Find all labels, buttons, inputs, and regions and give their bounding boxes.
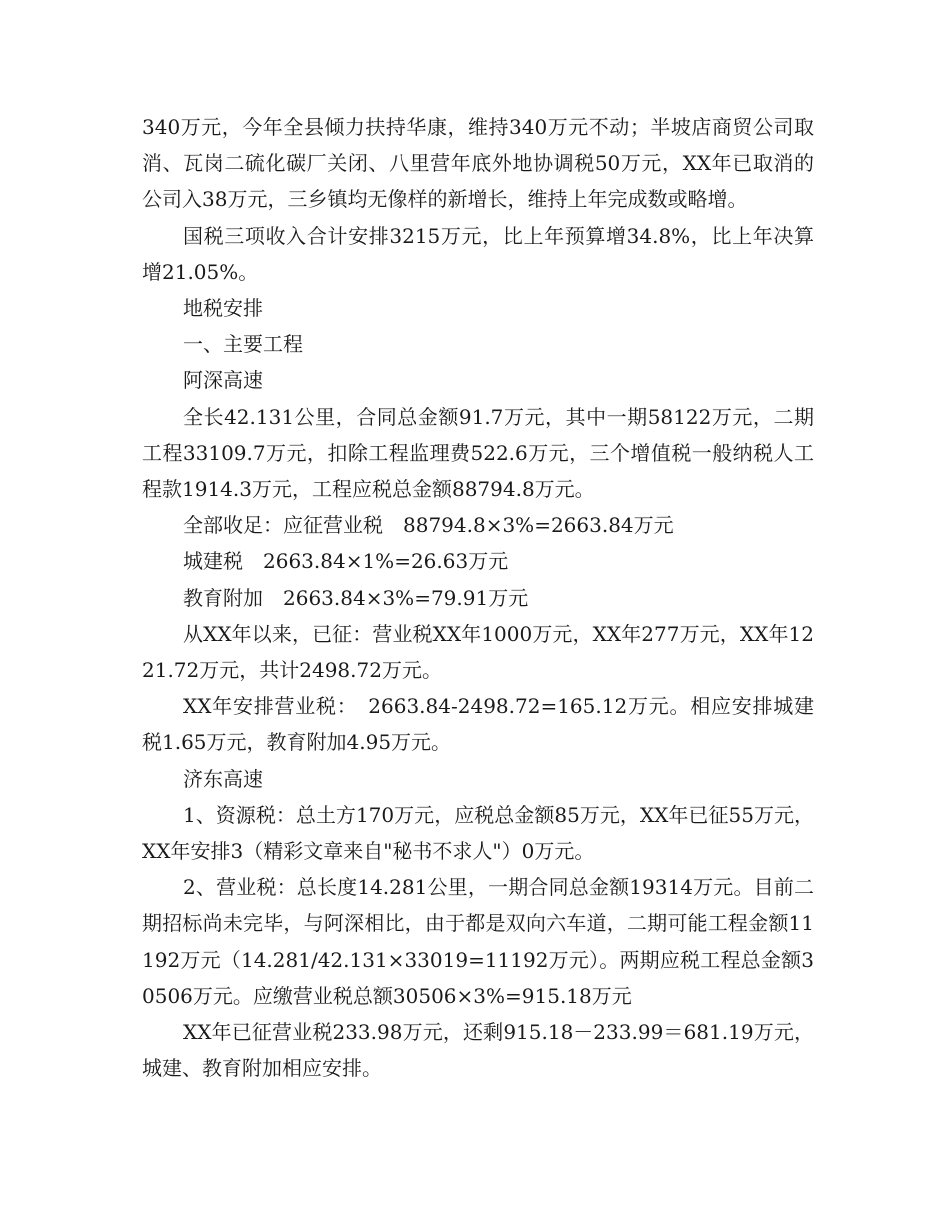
paragraph-9: 教育附加 2663.84×3%=79.91万元 bbox=[183, 585, 529, 610]
paragraph-10: 从XX年以来，已征：营业税XX年1000万元，XX年277万元，XX年1221.72万元，共计2498.72万元。 bbox=[142, 621, 814, 683]
section-heading-main-projects: 一、主要工程 bbox=[183, 332, 303, 357]
subheading-jidong-highway: 济东高速 bbox=[183, 766, 263, 791]
subheading-ashen-highway: 阿深高速 bbox=[183, 368, 263, 393]
paragraph-14: 2、营业税：总长度14.281公里，一期合同总金额19314万元。目前二期招标尚未完毕，与阿深相比，由于都是双向六车道，二期可能工程金额11192万元（14.281/42.131×33019=11192万元）。两期应税工程总金额30506万元。应缴营业税总额30506×3%=915.18万元 bbox=[142, 875, 814, 1008]
section-heading-local-tax: 地税安排 bbox=[183, 296, 263, 321]
document-body bbox=[142, 109, 814, 1086]
paragraph-13: 1、资源税：总土方170万元，应税总金额85万元，XX年已征55万元，XX年安排3（精彩文章来自"秘书不求人"）0万元。 bbox=[142, 802, 814, 864]
paragraph-7: 全部收足：应征营业税 88794.8×3%=2663.84万元 bbox=[183, 513, 674, 538]
paragraph-2: 国税三项收入合计安排3215万元，比上年预算增34.8%，比上年决算增21.05%。 bbox=[142, 223, 814, 284]
paragraph-1: 340万元，今年全县倾力扶持华康，维持340万元不动；半坡店商贸公司取消、瓦岗二硫化碳厂关闭、八里营年底外地协调税50万元，XX年已取消的公司入38万元，三乡镇均无像样的新增长，维持上年完成数或略增。 bbox=[142, 115, 814, 212]
paragraph-15: XX年已征营业税233.98万元，还剩915.18－233.99＝681.19万元，城建、教育附加相应安排。 bbox=[142, 1020, 814, 1081]
paragraph-11: XX年安排营业税： 2663.84-2498.72=165.12万元。相应安排城建税1.65万元，教育附加4.95万元。 bbox=[142, 694, 814, 755]
paragraph-8: 城建税 2663.84×1%=26.63万元 bbox=[183, 549, 509, 574]
paragraph-6: 全长42.131公里，合同总金额91.7万元，其中一期58122万元，二期工程33109.7万元，扣除工程监理费522.6万元，三个增值税一般纳税人工程款1914.3万元，工程应税总金额88794.8万元。 bbox=[142, 404, 814, 502]
